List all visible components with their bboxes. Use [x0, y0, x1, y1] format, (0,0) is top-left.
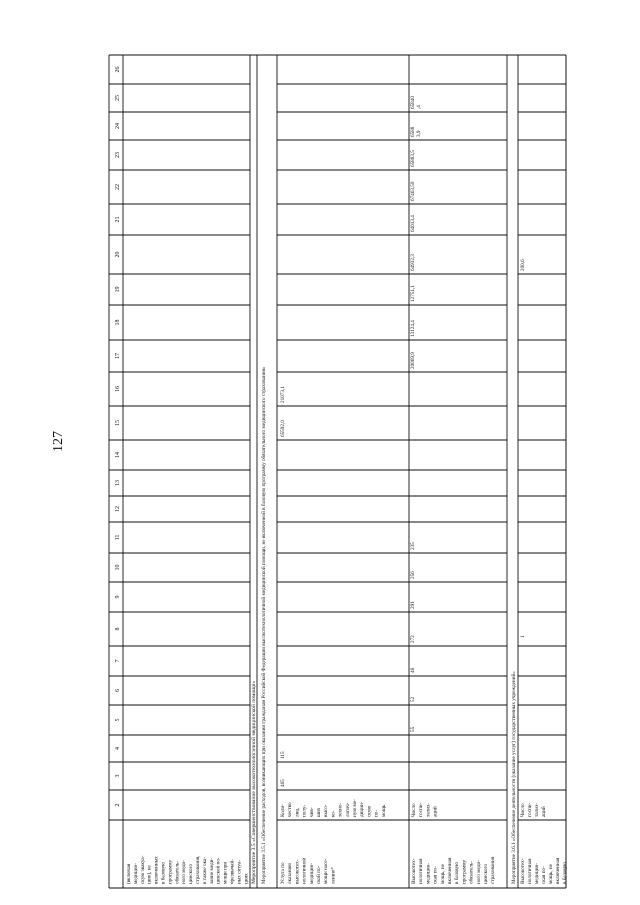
continuation-cell-line: включенных: [153, 856, 160, 884]
row2-value-c19: 12751,1: [410, 285, 416, 302]
continuation-cell-line: зание меди-: [208, 857, 215, 884]
row3-unit-line: госпи-: [527, 802, 533, 817]
column-number-13: 13: [115, 480, 121, 486]
row2-value-c22: 67463,50: [410, 181, 416, 201]
row2-value-c25: 65840: [410, 96, 416, 109]
row3-label-line: в базовую: [562, 861, 568, 884]
row1-unit-line: чество: [287, 802, 294, 817]
page-number: 127: [51, 431, 66, 452]
row3-label-line: включенная: [555, 857, 561, 884]
column-number-20: 20: [115, 251, 121, 258]
row2-value-c11: 235: [410, 542, 416, 550]
continuation-cell-line: (включая: [126, 863, 132, 884]
column-number-21: 21: [115, 216, 121, 223]
column-number-16: 16: [115, 386, 121, 392]
row2-unit-line: Число: [411, 803, 417, 817]
column-number-14: 14: [115, 452, 121, 458]
row2-value-c24: 3,9: [416, 130, 422, 137]
row2-value-c6: 52: [410, 696, 416, 702]
column-number-5: 5: [115, 718, 121, 722]
continuation-cell-line: в базовую: [160, 861, 167, 884]
continuation-cell-line: страхования,: [195, 855, 201, 884]
row2-unit-line: госпи-: [418, 802, 425, 817]
row2-value-c17: 20069,9: [410, 352, 416, 369]
column-number-23: 23: [115, 152, 121, 158]
row1-unit-line: лиц,: [294, 807, 301, 817]
row2-label-line: в базовую: [454, 861, 461, 884]
column-number-7: 7: [115, 659, 121, 663]
row1-unit-line: дицин-: [359, 801, 366, 817]
row1-unit-line: полу-: [301, 804, 308, 817]
row2-label-line: включенная: [447, 857, 453, 884]
continuation-cell-line: цинского: [188, 863, 195, 884]
continuation-cell-line: чрезвычай-: [229, 859, 236, 884]
row2-value-c9: 291: [410, 601, 416, 609]
continuation-cell-line: скую эвакуа-: [139, 855, 146, 884]
continuation-cell-line: программу: [167, 859, 174, 884]
row2-label-line: нологичная: [418, 858, 425, 884]
continuation-cell-line: цию), не: [146, 865, 153, 884]
continuation-cell-line: ного меди-: [181, 860, 188, 884]
row2-value-c8: 272: [410, 635, 416, 643]
column-number-26: 26: [115, 66, 121, 73]
row1-value-c4: 115: [280, 751, 286, 759]
row2-value-c10: 256: [410, 571, 416, 579]
row2-label-line: страхования: [490, 856, 497, 884]
column-number-22: 22: [115, 184, 121, 190]
row2-label-line: цинского: [483, 863, 489, 884]
row1-unit-line: по-: [373, 809, 380, 817]
row2-value-c25: ,4: [416, 105, 422, 109]
continuation-cell-line: цинской по-: [215, 857, 222, 884]
column-number-3: 3: [115, 774, 121, 778]
row2-label-line: ного меди-: [475, 860, 482, 884]
measure-3-5-1-title: Мероприятие 3.5.1 «Обеспечение расходов, возникающих при оказании гражданам Российской Федерации высокотехнологичной медицинской помощи, не включенной в базовую программу обязательного медицинского страхования»: [261, 366, 267, 884]
row2-unit-line: аций: [432, 806, 439, 817]
row3-value-c20: 200,6: [520, 259, 526, 271]
column-number-6: 6: [115, 689, 121, 692]
continuation-cell-line: мощи при: [222, 861, 229, 884]
row1-label-line: высокотех-: [294, 859, 301, 884]
row3-label-line: мощь, не: [548, 864, 554, 884]
row1-label-line: оказанию: [287, 862, 294, 884]
row2-value-c18: 13124,4: [410, 320, 416, 337]
measure-3-6-1-title: Мероприятие 3.6.1 «Обеспечение деятельности (оказание услуг) государственных учреждений»: [511, 671, 517, 884]
column-number-10: 10: [115, 564, 121, 571]
row1-label-line: нологичной: [301, 857, 308, 884]
row3-label-line: ская по-: [541, 866, 547, 884]
row3-unit-line: тализ-: [534, 803, 540, 817]
row1-label-line: мощи насе-: [323, 858, 330, 884]
row1-label-line: медицин-: [308, 863, 315, 884]
row1-label-line: лению*: [330, 867, 337, 884]
row2-unit-line: тализ-: [425, 803, 432, 817]
row1-unit-line: Коли-: [280, 804, 286, 817]
column-number-17: 17: [115, 353, 121, 359]
row1-unit-line: ших: [316, 807, 322, 817]
row1-value-c15: 65592,0: [280, 420, 286, 437]
row1-label-line: Услуга по: [280, 862, 286, 884]
column-number-4: 4: [115, 747, 121, 750]
row1-unit-line: ную ме-: [352, 799, 358, 817]
row2-value-c21: 64013,4: [410, 215, 416, 232]
row2-label-line: обязатель-: [468, 861, 475, 884]
measure-3-5-title: Мероприятие 3.5 «Совершенствование высокотехнологичной медицинской помощи»: [251, 680, 257, 884]
row1-unit-line: логич-: [344, 802, 351, 817]
row2-value-c5: 55: [410, 726, 416, 732]
continuation-cell-line: циях: [243, 873, 250, 884]
row3-unit-line: аций: [541, 806, 547, 817]
continuation-cell-line: обязатель-: [174, 861, 181, 884]
row3-label-line: медицин-: [534, 863, 540, 884]
column-number-9: 9: [115, 595, 121, 599]
row2-value-c24: 6588: [410, 126, 416, 137]
row1-unit-line: чив-: [308, 807, 315, 817]
row2-value-c23: 65883,5: [410, 150, 416, 167]
column-number-11: 11: [115, 534, 121, 541]
row1-unit-line: скую: [366, 805, 373, 817]
row2-label-line: медицин-: [425, 863, 432, 884]
row1-unit-line: мощь: [380, 804, 387, 817]
column-number-15: 15: [115, 420, 121, 426]
row1-value-c3: 465: [280, 779, 286, 787]
continuation-cell-line: ных ситуа-: [236, 860, 243, 884]
continuation-cell-line: в также ока-: [201, 856, 208, 884]
column-number-19: 19: [115, 286, 121, 293]
row1-unit-line: ко-: [330, 810, 337, 817]
row3-label-line: нологичная: [527, 858, 533, 884]
column-number-2: 2: [115, 803, 121, 807]
row2-value-c20: 64932,3: [410, 254, 416, 271]
row3-value-c8: 1: [520, 635, 526, 638]
column-number-24: 24: [115, 123, 121, 129]
row2-label-line: программу: [461, 859, 468, 884]
continuation-cell-line: медицин-: [132, 863, 139, 884]
column-number-12: 12: [115, 506, 121, 512]
row1-value-c16: 21073,1: [280, 386, 286, 403]
column-number-25: 25: [115, 95, 121, 101]
row2-label-line: Высокотех-: [411, 858, 417, 884]
row1-unit-line: высо-: [323, 804, 330, 817]
row1-unit-line: техно-: [337, 802, 344, 817]
row3-label-line: Высокотех-: [520, 858, 526, 884]
row2-value-c7: 48: [410, 667, 416, 673]
column-number-18: 18: [115, 319, 121, 326]
row1-label-line: ской по-: [316, 865, 322, 884]
row2-label-line: ская по-: [432, 866, 439, 884]
row3-unit-line: Число: [520, 803, 526, 817]
column-number-8: 8: [115, 627, 121, 631]
row2-label-line: мощь, не: [439, 864, 446, 884]
